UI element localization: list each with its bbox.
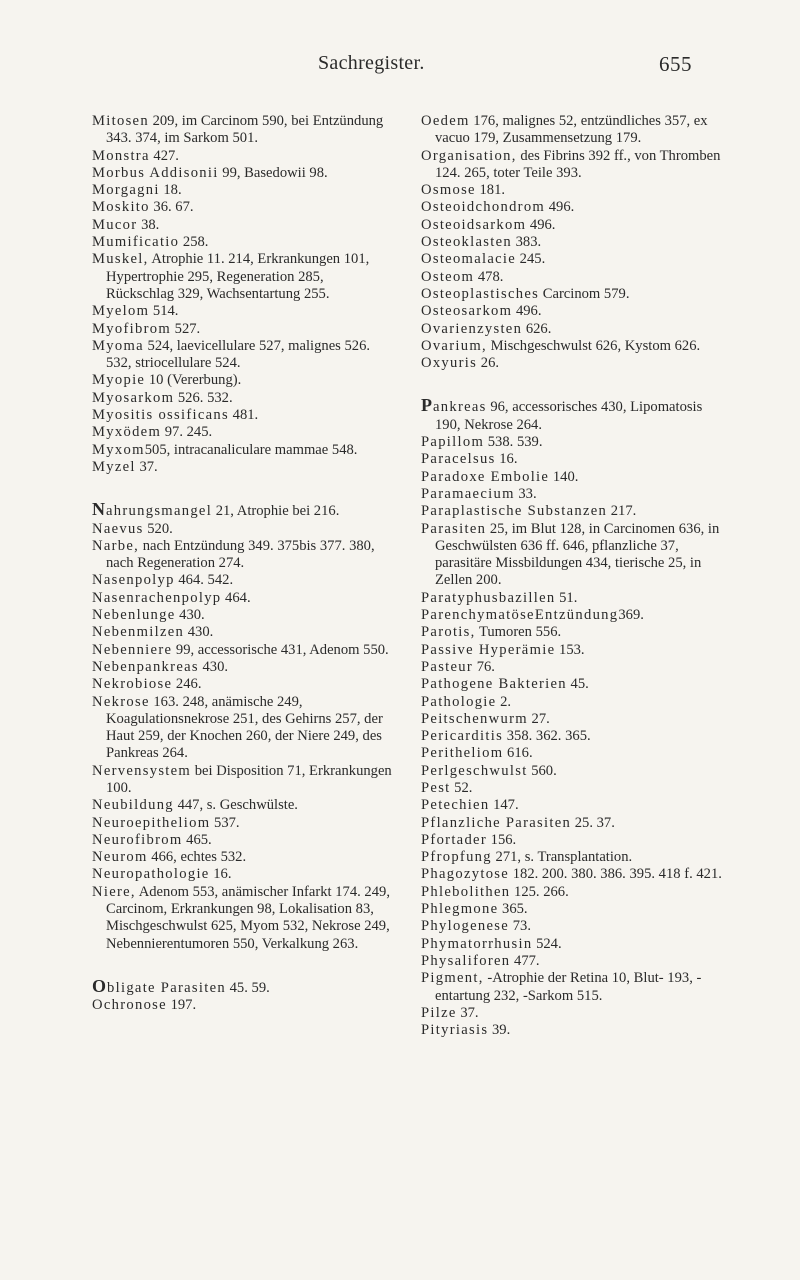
entry-references: 176, malignes 52, entzündliches 357, ex vacuo 179, Zusammensetzung 179. <box>435 113 708 147</box>
index-entry <box>92 182 392 199</box>
index-entry <box>421 269 727 286</box>
entry-references: 97. 245. <box>161 424 213 441</box>
entry-references: 560. <box>527 762 557 779</box>
entry-references: 181. <box>475 182 506 199</box>
index-entry <box>92 521 392 538</box>
entry-keyword: Nekrobiose <box>92 676 173 693</box>
entry-keyword: Osteom <box>421 268 475 285</box>
entry-keyword: Physaliforen <box>421 952 511 969</box>
index-entry <box>421 815 727 832</box>
entry-keyword: Mumificatio <box>92 234 180 251</box>
index-entry <box>421 659 727 676</box>
entry-keyword: Monstra <box>92 147 150 164</box>
entry-keyword: Ovarium, <box>421 337 487 354</box>
entry-references: 45. <box>566 676 589 693</box>
entry-references: Carcinom 579. <box>539 285 630 302</box>
index-entry <box>421 797 727 814</box>
index-entry <box>421 286 727 303</box>
entry-references: 496. <box>526 216 556 233</box>
index-entry <box>92 251 392 303</box>
index-entry <box>421 355 727 372</box>
index-entry <box>92 113 392 148</box>
entry-references: 21, Atrophie bei 216. <box>212 503 340 520</box>
entry-keyword: Osteoklasten <box>421 234 512 251</box>
entry-keyword: Osmose <box>421 182 476 199</box>
entry-keyword: Osteoidchondrom <box>421 199 546 216</box>
entry-keyword: Organisation, <box>421 147 517 164</box>
entry-references: 526. 532. <box>174 389 233 406</box>
entry-references: 447, s. Geschwülste. <box>173 797 298 814</box>
index-entry <box>421 711 727 728</box>
entry-references: bei Disposition 71, Erkrankungen 100. <box>106 762 392 796</box>
index-entry <box>421 728 727 745</box>
index-entry <box>92 303 392 320</box>
entry-references: 26. <box>477 355 500 372</box>
entry-references: Adenom 553, anämischer Infarkt 174. 249, Carcinom, Erkrankungen 98, Lokalisation 83, Mischgeschwulst 625, Myom 532, Nekrose 249, Nebennierentumoren 550, Verkalkung 263. <box>106 883 390 952</box>
index-entry <box>92 459 392 476</box>
entry-references: 358. 362. 365. <box>503 728 591 745</box>
index-entry <box>92 338 392 373</box>
entry-keyword: Osteoidsarkom <box>421 216 527 233</box>
entry-references: 430. <box>175 607 205 624</box>
index-entry <box>421 763 727 780</box>
entry-references: 99, accessorische 431, Adenom 550. <box>172 641 389 658</box>
index-entry <box>421 234 727 251</box>
entry-references: 626. <box>522 320 552 337</box>
index-entry <box>92 407 392 424</box>
index-entry <box>421 694 727 711</box>
index-entry <box>421 901 727 918</box>
index-entry <box>421 503 727 520</box>
page-number: 655 <box>659 52 692 76</box>
index-entry <box>421 251 727 268</box>
entry-keyword: Phlegmone <box>421 901 499 918</box>
entry-keyword: Passive Hyperämie <box>421 641 556 658</box>
entry-references: 496. <box>545 199 575 216</box>
index-entry <box>421 486 727 503</box>
entry-references: 481. <box>229 407 259 424</box>
entry-keyword: Pericarditis <box>421 728 504 745</box>
index-entry <box>421 338 727 355</box>
index-entry <box>421 1005 727 1022</box>
index-entry <box>421 849 727 866</box>
entry-references: 209, im Carcinom 590, bei Entzündung 343. 374, im Sarkom 501. <box>106 113 384 147</box>
entry-keyword: Ovarienzysten <box>421 320 523 337</box>
group-separator <box>421 372 727 397</box>
index-entry <box>92 199 392 216</box>
entry-references: 258. <box>179 234 209 251</box>
entry-references: des Fibrins 392 ff., von Thromben 124. 265, toter Teile 393. <box>435 147 721 181</box>
entry-keyword: Neubildung <box>92 797 174 814</box>
entry-references: 37. <box>135 458 158 475</box>
entry-keyword: Nekrose <box>92 693 150 710</box>
entry-references: 51. <box>555 589 578 606</box>
entry-references: 153. <box>555 641 585 658</box>
entry-keyword: Nebenpankreas <box>92 658 199 675</box>
entry-keyword: Parotis, <box>421 624 476 641</box>
entry-references: 465. <box>182 831 212 848</box>
index-entry <box>421 624 727 641</box>
index-entry <box>421 642 727 659</box>
index-entry <box>92 148 392 165</box>
entry-keyword: Nebenniere <box>92 641 173 658</box>
entry-keyword: Pasteur <box>421 658 474 675</box>
entry-keyword: Paracelsus <box>421 451 496 468</box>
entry-keyword: Myxom <box>92 441 145 458</box>
entry-references: 76. <box>473 658 495 675</box>
index-entry <box>421 521 727 590</box>
entry-references: 524. <box>532 935 562 952</box>
index-entry <box>92 797 392 814</box>
entry-references: 365. <box>498 901 528 918</box>
index-entry <box>421 918 727 935</box>
entry-references: Tumoren 556. <box>475 624 562 641</box>
entry-keyword: Ochronose <box>92 997 167 1014</box>
entry-references: 520. <box>143 520 173 537</box>
entry-keyword: Paradoxe Embolie <box>421 468 550 485</box>
entry-references: 52. <box>450 779 473 796</box>
entry-keyword: Pankreas <box>421 395 487 416</box>
entry-keyword: Paratyphusbazillen <box>421 589 556 606</box>
entry-keyword: Parasiten <box>421 520 487 537</box>
entry-keyword: Naevus <box>92 520 144 537</box>
entry-references: 45. 59. <box>225 979 270 996</box>
entry-keyword: Morgagni <box>92 182 160 199</box>
index-entry <box>92 815 392 832</box>
entry-keyword: Myxödem <box>92 424 162 441</box>
entry-keyword: Myelom <box>92 303 150 320</box>
index-entry <box>92 165 392 182</box>
entry-references: 163. 248, anämische 249, Koagulationsnekrose 251, des Gehirns 257, der Haut 259, der Knochen 260, der Niere 249, des Pankreas 264. <box>106 693 383 762</box>
entry-keyword: Morbus Addisonii <box>92 164 219 181</box>
entry-keyword: Narbe, <box>92 537 140 554</box>
group-separator <box>92 476 392 501</box>
entry-references: 369. <box>618 607 644 624</box>
entry-keyword: Phagozytose <box>421 866 510 883</box>
entry-keyword: Nasenpolyp <box>92 572 175 589</box>
left-index-column <box>92 113 392 1015</box>
entry-references: 33. <box>514 485 537 502</box>
entry-references: 125. 266. <box>510 883 569 900</box>
index-entry <box>92 234 392 251</box>
entry-keyword: Paramaecium <box>421 485 515 502</box>
entry-references: 538. 539. <box>484 434 543 451</box>
index-entry <box>92 501 392 520</box>
entry-keyword: Petechien <box>421 797 490 814</box>
entry-references: 430. <box>198 658 229 675</box>
index-entry <box>421 676 727 693</box>
entry-keyword: Osteosarkom <box>421 303 513 320</box>
entry-keyword: Myosarkom <box>92 389 175 406</box>
entry-keyword: Neurom <box>92 849 148 866</box>
right-index-column <box>421 113 727 1039</box>
entry-keyword: Nebenmilzen <box>92 624 185 641</box>
entry-references: 16. <box>495 451 518 468</box>
index-entry <box>92 538 392 573</box>
entry-keyword: Peritheliom <box>421 745 504 762</box>
entry-keyword: Mucor <box>92 216 138 233</box>
entry-references: 39. <box>488 1022 511 1039</box>
index-entry <box>92 997 392 1014</box>
index-entry <box>92 975 392 997</box>
index-entry <box>421 970 727 1005</box>
entry-references: 96, accessorisches 430, Lipomatosis 190, Nekrose 264. <box>435 399 703 433</box>
entry-keyword: Mitosen <box>92 113 149 129</box>
entry-keyword: Nebenlunge <box>92 607 176 624</box>
entry-keyword: Osteomalacie <box>421 251 517 268</box>
entry-keyword: Obligate Parasiten <box>92 975 226 996</box>
entry-references: 156. <box>487 831 517 848</box>
index-entry <box>421 434 727 451</box>
index-entry <box>421 217 727 234</box>
entry-references: 182. 200. 380. 386. 395. 418 f. 421. <box>509 866 722 883</box>
entry-references: 466, echtes 532. <box>147 849 247 866</box>
entry-keyword: Myopie <box>92 372 146 389</box>
entry-keyword: Oedem <box>421 113 470 129</box>
index-entry <box>421 113 727 148</box>
index-entry <box>421 469 727 486</box>
entry-references: 430. <box>184 624 214 641</box>
entry-keyword: Papillom <box>421 434 485 451</box>
entry-references: 10 (Vererbung). <box>145 372 242 389</box>
index-entry <box>421 148 727 183</box>
entry-keyword: Pathologie <box>421 693 497 710</box>
index-entry <box>92 442 392 459</box>
entry-keyword: Neuropathologie <box>92 866 210 883</box>
index-entry <box>421 607 727 624</box>
index-entry <box>92 659 392 676</box>
group-separator <box>92 953 392 978</box>
entry-keyword: Osteoplastisches <box>421 285 540 302</box>
entry-references: 197. <box>166 997 197 1014</box>
entry-references: 477. <box>510 952 540 969</box>
running-title: Sachregister. <box>318 52 425 74</box>
entry-references: 271, s. Transplantation. <box>491 849 633 866</box>
entry-keyword: Pfropfung <box>421 849 492 866</box>
index-entry <box>92 676 392 693</box>
entry-keyword: Phlebolithen <box>421 883 511 900</box>
index-entry <box>92 866 392 883</box>
entry-references: 245. <box>516 251 546 268</box>
index-entry <box>92 424 392 441</box>
entry-references: 514. <box>149 303 179 320</box>
entry-keyword: Neurofibrom <box>92 831 183 848</box>
entry-references: 537. <box>210 814 240 831</box>
entry-references: 27. <box>527 710 550 727</box>
entry-keyword: Moskito <box>92 199 150 216</box>
entry-references: 2. <box>496 693 512 710</box>
entry-keyword: Pathogene Bakterien <box>421 676 567 693</box>
entry-keyword: Perlgeschwulst <box>421 762 528 779</box>
entry-keyword: Nasenrachenpolyp <box>92 589 222 606</box>
entry-references: 478. <box>474 268 504 285</box>
index-entry <box>421 590 727 607</box>
entry-references: 383. <box>511 234 542 251</box>
entry-keyword: Niere, <box>92 883 136 900</box>
entry-references: 464. <box>221 589 251 606</box>
entry-references: 25. 37. <box>571 814 615 831</box>
index-entry <box>421 182 727 199</box>
entry-keyword: Pfortader <box>421 831 487 848</box>
entry-references: Mischgeschwulst 626, Kystom 626. <box>486 337 701 354</box>
index-entry <box>92 372 392 389</box>
index-entry <box>421 1022 727 1039</box>
entry-references: 527. <box>171 320 201 337</box>
entry-keyword: Peitschenwurm <box>421 710 528 727</box>
index-entry <box>421 953 727 970</box>
entry-references: 16. <box>209 866 232 883</box>
index-entry <box>92 572 392 589</box>
index-entry <box>92 607 392 624</box>
index-entry <box>421 199 727 216</box>
entry-references: 616. <box>503 745 533 762</box>
index-entry <box>92 849 392 866</box>
entry-keyword: Pilze <box>421 1004 457 1021</box>
entry-references: 99, Basedowii 98. <box>218 164 328 181</box>
entry-keyword: Phylogenese <box>421 918 510 935</box>
entry-keyword: Myositis ossificans <box>92 407 229 424</box>
index-entry <box>92 390 392 407</box>
entry-references: 464. 542. <box>174 572 234 589</box>
entry-references: 246. <box>172 676 202 693</box>
index-entry <box>421 780 727 797</box>
entry-references: 524, laevicellulare 527, malignes 526. 532, striocellulare 524. <box>106 337 371 372</box>
entry-keyword: Nervensystem <box>92 762 192 779</box>
entry-references: 140. <box>549 468 579 485</box>
index-entry <box>421 451 727 468</box>
index-entry <box>421 397 727 434</box>
entry-keyword: Pflanzliche Parasiten <box>421 814 572 831</box>
entry-references: 147. <box>489 797 519 814</box>
index-entry <box>421 884 727 901</box>
page-header <box>0 52 800 92</box>
entry-keyword: Myzel <box>92 458 136 475</box>
entry-keyword: ParenchymatöseEntzündung <box>421 607 619 624</box>
entry-references: 217. <box>607 503 637 520</box>
index-entry <box>92 624 392 641</box>
index-entry <box>92 217 392 234</box>
entry-references: nach Entzündung 349. 375bis 377. 380, nach Regeneration 274. <box>106 537 375 572</box>
index-entry <box>92 884 392 953</box>
entry-references: -Atrophie der Retina 10, Blut- 193, -entartung 232, -Sarkom 515. <box>435 970 702 1004</box>
entry-keyword: Pest <box>421 779 451 796</box>
entry-keyword: Nahrungsmangel <box>92 499 213 520</box>
entry-references: 427. <box>149 147 179 164</box>
entry-references: 25, im Blut 128, in Carcinomen 636, in Geschwülsten 636 ff. 646, pflanzliche 37, parasitäre Missbildungen 434, tierische 25, in Zellen 200. <box>435 520 720 589</box>
entry-references: 37. <box>456 1004 479 1021</box>
entry-references: 36. 67. <box>149 199 194 216</box>
entry-keyword: Myoma <box>92 337 144 354</box>
index-entry <box>92 590 392 607</box>
index-entry <box>92 832 392 849</box>
entry-keyword: Paraplastische Substanzen <box>421 503 608 520</box>
entry-keyword: Pityriasis <box>421 1022 489 1039</box>
index-entry <box>92 763 392 798</box>
index-entry <box>421 303 727 320</box>
index-entry <box>92 642 392 659</box>
entry-references: 18. <box>159 182 182 199</box>
entry-keyword: Oxyuris <box>421 355 478 372</box>
entry-references: Atrophie 11. 214, Erkrankungen 101, Hypertrophie 295, Regeneration 285, Rückschlag 329, Wachsentartung 255. <box>106 251 370 302</box>
index-entry <box>421 936 727 953</box>
entry-references: 38. <box>137 216 160 233</box>
index-entry <box>421 866 727 883</box>
entry-references: 505, intracanaliculare mammae 548. <box>144 441 358 458</box>
index-entry <box>421 832 727 849</box>
entry-keyword: Pigment, <box>421 970 484 987</box>
index-entry <box>92 321 392 338</box>
index-entry <box>421 321 727 338</box>
index-entry <box>421 745 727 762</box>
entry-references: 496. <box>512 303 542 320</box>
index-entry <box>92 694 392 763</box>
entry-keyword: Muskel, <box>92 251 149 268</box>
entry-keyword: Phymatorrhusin <box>421 935 533 952</box>
entry-references: 73. <box>509 918 531 935</box>
entry-keyword: Neuroepitheliom <box>92 814 211 831</box>
entry-keyword: Myofibrom <box>92 320 171 337</box>
